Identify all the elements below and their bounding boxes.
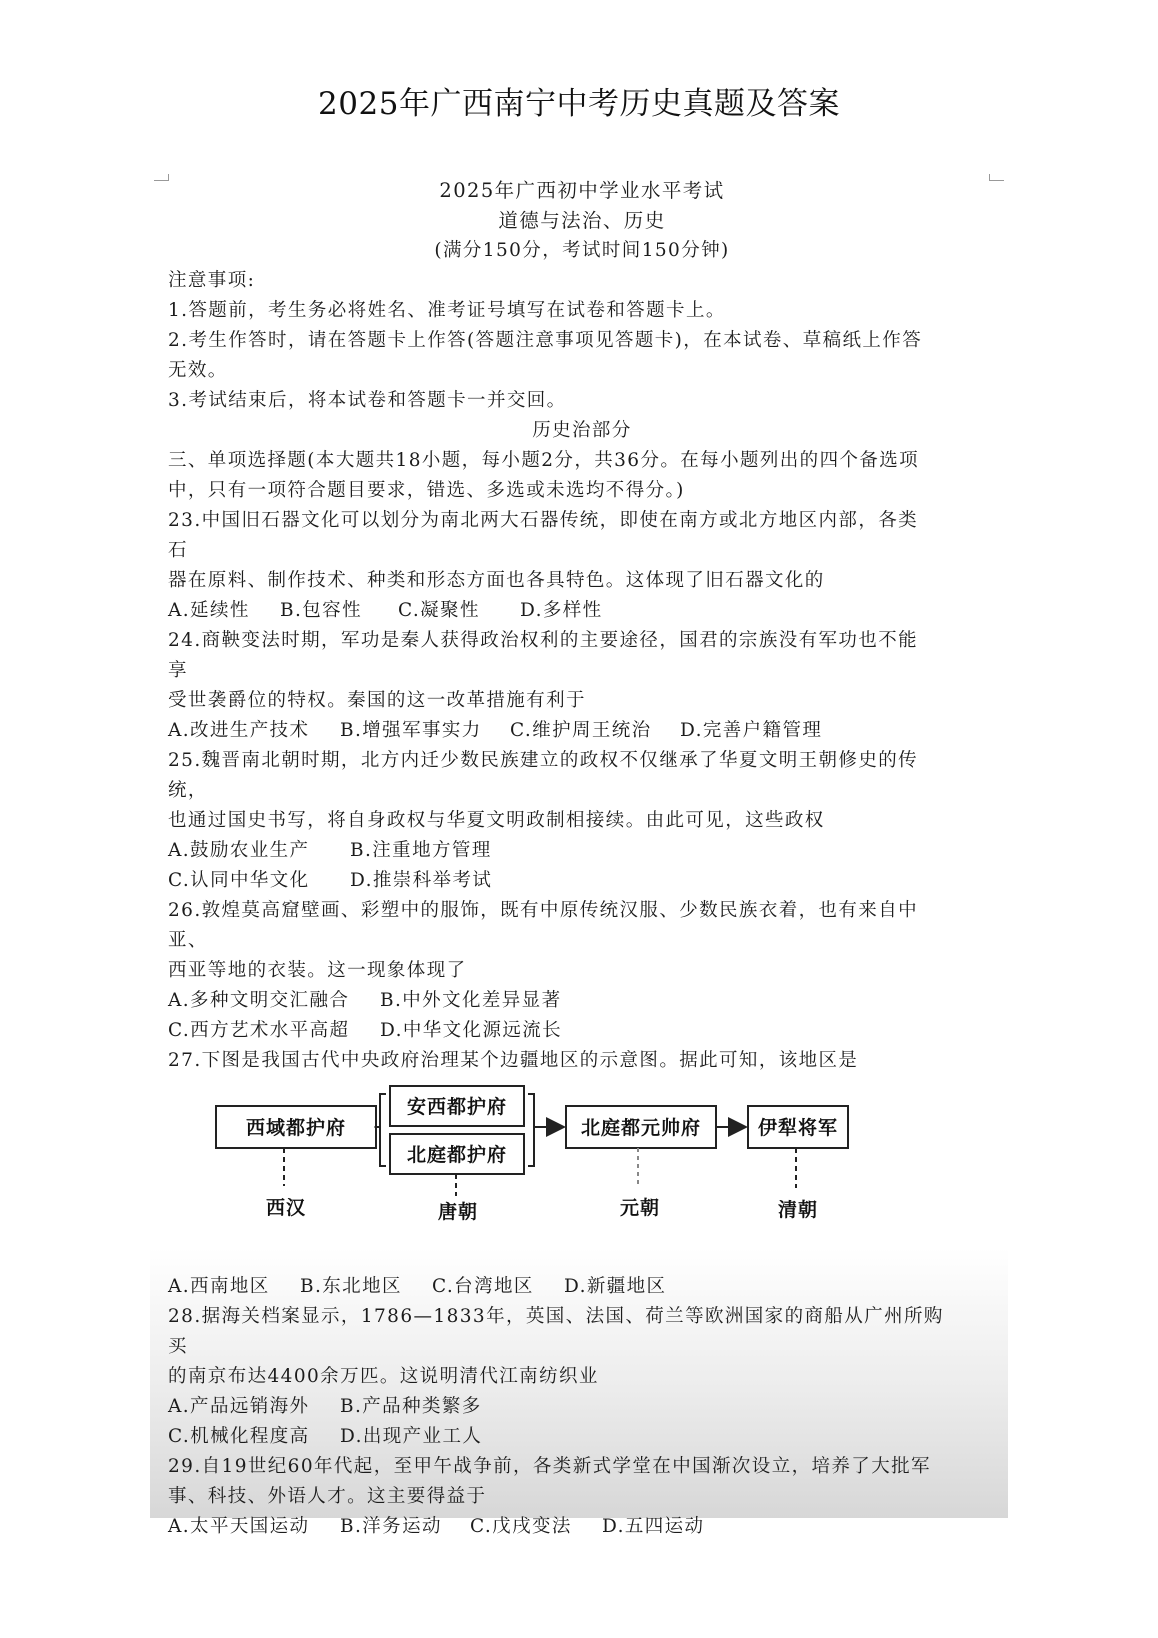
option-d: D.中华文化源远流长 xyxy=(380,1020,563,1041)
exam-title: 2025年广西初中学业水平考试 xyxy=(439,179,725,202)
option-b: B.包容性 xyxy=(280,600,362,621)
question-26-text: 亚、 xyxy=(168,930,208,951)
box-yili-label: 伊犁将军 xyxy=(757,1117,839,1139)
question-26-options xyxy=(168,1016,996,1046)
question-28-options xyxy=(168,1392,996,1422)
notice-item: 无效。 xyxy=(168,360,228,381)
question-28-text: 的南京布达4400余万匹。这说明清代江南纺织业 xyxy=(168,1366,599,1387)
exam-subject: 道德与法治、历史 xyxy=(498,209,666,232)
question-23-text: 23.中国旧石器文化可以划分为南北两大石器传统，即使在南方或北方地区内部，各类 xyxy=(168,510,919,531)
option-d: D.完善户籍管理 xyxy=(680,720,823,741)
question-25-text: 25.魏晋南北朝时期，北方内迁少数民族建立的政权不仅继承了华夏文明王朝修史的传 xyxy=(168,750,919,771)
option-c: C.认同中华文化 xyxy=(168,870,310,891)
question-23-text: 器在原料、制作技术、种类和形态方面也各具特色。这体现了旧石器文化的 xyxy=(168,570,825,591)
option-c: C.机械化程度高 xyxy=(168,1426,310,1447)
question-24-text: 24.商鞅变法时期，军功是秦人获得政治权利的主要途径，国君的宗族没有军功也不能 xyxy=(168,630,919,651)
exam-note: (满分150分，考试时间150分钟) xyxy=(434,240,730,261)
question-25-options xyxy=(168,836,996,866)
option-d: D.推崇科举考试 xyxy=(350,870,493,891)
box-xiyu-label: 西域都护府 xyxy=(245,1117,347,1139)
question-27-options xyxy=(168,1272,996,1302)
option-a: A.延续性 xyxy=(168,600,250,621)
notice-item: 1.答题前，考生务必将姓名、准考证号填写在试卷和答题卡上。 xyxy=(168,300,726,321)
option-b: B.中外文化差异显著 xyxy=(380,990,562,1011)
option-a: A.西南地区 xyxy=(168,1276,270,1297)
option-a: A.鼓励农业生产 xyxy=(168,840,310,861)
option-b: B.注重地方管理 xyxy=(350,840,492,861)
exam-scan xyxy=(150,168,1008,1537)
question-28-text: 买 xyxy=(168,1336,188,1357)
option-c: C.西方艺术水平高超 xyxy=(168,1020,350,1041)
option-c: C.戊戌变法 xyxy=(470,1516,572,1537)
option-d: D.多样性 xyxy=(520,600,603,621)
corner-mark-left xyxy=(154,174,169,181)
option-b: B.增强军事实力 xyxy=(340,720,482,741)
box-beiting-label: 北庭都护府 xyxy=(406,1144,508,1166)
box-yuanshuai-label: 北庭都元帅府 xyxy=(580,1117,702,1139)
question-23-text: 石 xyxy=(168,540,188,561)
question-29-text: 事、科技、外语人才。这主要得益于 xyxy=(168,1486,487,1507)
exam-text xyxy=(168,176,996,1542)
option-d: D.五四运动 xyxy=(602,1516,705,1537)
option-a: A.多种文明交汇融合 xyxy=(168,990,350,1011)
option-a: A.改进生产技术 xyxy=(168,720,310,741)
option-c: C.台湾地区 xyxy=(432,1276,534,1297)
notice-heading: 注意事项: xyxy=(168,270,256,291)
question-26-text: 西亚等地的衣装。这一现象体现了 xyxy=(168,960,467,981)
page-title: 2025年广西南宁中考历史真题及答案 xyxy=(318,86,840,122)
question-29-options xyxy=(168,1512,996,1542)
box-anxi-label: 安西都护府 xyxy=(406,1096,508,1118)
option-d: D.出现产业工人 xyxy=(340,1426,483,1447)
era-xihan-label: 西汉 xyxy=(265,1197,307,1219)
question-24-text: 受世袭爵位的特权。秦国的这一改革措施有利于 xyxy=(168,690,586,711)
era-qing-label: 清朝 xyxy=(777,1199,819,1221)
option-b: B.东北地区 xyxy=(300,1276,402,1297)
option-d: D.新疆地区 xyxy=(564,1276,667,1297)
question-25-text: 也通过国史书写，将自身政权与华夏文明政制相接续。由此可见，这些政权 xyxy=(168,810,825,831)
question-26-text: 26.敦煌莫高窟壁画、彩塑中的服饰，既有中原传统汉服、少数民族衣着，也有来自中 xyxy=(168,900,919,921)
question-28-options xyxy=(168,1422,996,1452)
option-c: C.维护周王统治 xyxy=(510,720,652,741)
section-title: 历史治部分 xyxy=(532,420,632,441)
question-24-text: 享 xyxy=(168,660,188,681)
section-instruction: 三、单项选择题(本大题共18小题，每小题2分，共36分。在每小题列出的四个备选项 xyxy=(168,450,920,471)
section-instruction: 中，只有一项符合题目要求，错选、多选或未选均不得分。) xyxy=(168,480,685,501)
diagram-svg xyxy=(168,1076,996,1272)
question-24-options xyxy=(168,716,996,746)
question-26-options xyxy=(168,986,996,1016)
option-b: B.产品种类繁多 xyxy=(340,1396,482,1417)
option-b: B.洋务运动 xyxy=(340,1516,442,1537)
question-25-text: 统， xyxy=(168,780,208,801)
question-29-text: 29.自19世纪60年代起，至甲午战争前，各类新式学堂在中国渐次设立，培养了大批军 xyxy=(168,1456,931,1477)
question-27-text: 27.下图是我国古代中央政府治理某个边疆地区的示意图。据此可知，该地区是 xyxy=(168,1050,859,1071)
notice-item: 3.考试结束后，将本试卷和答题卡一并交回。 xyxy=(168,390,567,411)
option-a: A.太平天国运动 xyxy=(168,1516,310,1537)
notice-item: 2.考生作答时，请在答题卡上作答(答题注意事项见答题卡)，在本试卷、草稿纸上作答 xyxy=(168,330,923,351)
option-c: C.凝聚性 xyxy=(398,600,480,621)
option-a: A.产品远销海外 xyxy=(168,1396,310,1417)
frontier-governance-diagram xyxy=(168,1076,996,1272)
question-23-options xyxy=(168,596,996,626)
era-tang-label: 唐朝 xyxy=(437,1201,479,1223)
question-28-text: 28.据海关档案显示，1786—1833年，英国、法国、荷兰等欧洲国家的商船从广州所购 xyxy=(168,1306,944,1327)
question-25-options xyxy=(168,866,996,896)
era-yuan-label: 元朝 xyxy=(619,1197,661,1219)
